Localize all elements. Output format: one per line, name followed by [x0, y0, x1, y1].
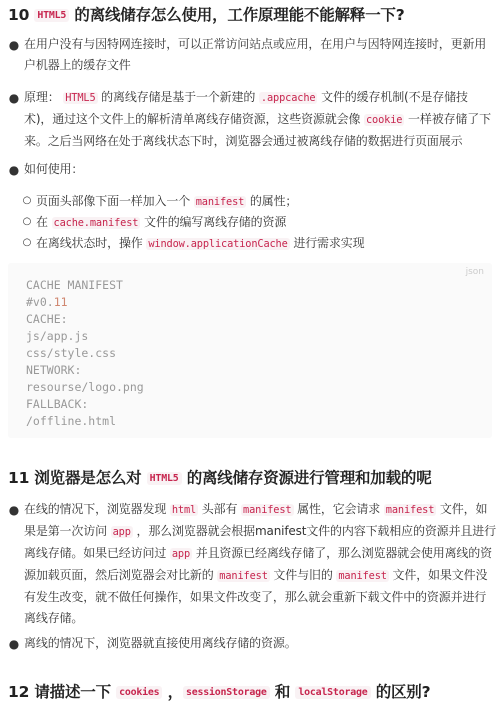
- inline-code: HTML5: [34, 9, 69, 22]
- code-block: [8, 263, 492, 438]
- text-line: [36, 233, 364, 255]
- bullet-icon: ●: [8, 503, 20, 517]
- inline-code: cookie: [366, 114, 403, 126]
- heading-text: 10: [8, 6, 35, 24]
- heading-text: 的区别?: [370, 683, 431, 701]
- inline-code: app: [171, 548, 191, 560]
- bullet-icon: ●: [8, 91, 20, 105]
- sub-list-item: [36, 191, 297, 213]
- bullet-icon: ●: [8, 637, 20, 651]
- inline-code: manifest: [219, 570, 268, 582]
- text-span: 进行需求实现: [289, 236, 365, 250]
- text-line: [36, 212, 286, 234]
- heading-text: 12 请描述一下: [8, 683, 117, 701]
- text-span: ，那么浏览器就会根据manifest文件的内容下载相应的资源并且进行: [132, 524, 496, 538]
- text-span: 并且资源已经离线存储了，那么浏览器就会使用离线的资: [192, 546, 492, 560]
- inline-code: window.applicationCache: [148, 238, 288, 250]
- text-line: [24, 499, 496, 521]
- inline-code: app: [112, 526, 131, 538]
- bullet-icon: ●: [8, 38, 20, 52]
- text-span: 文件的缓存机制(不是存储技: [317, 90, 468, 104]
- inline-code: HTML5: [65, 92, 96, 104]
- text-span: 在: [36, 215, 52, 229]
- inline-code: localStorage: [295, 686, 370, 699]
- heading-text: 的离线储存怎么使用，工作原理能不能解释一下?: [69, 6, 405, 24]
- text-span: 的离线存储是基于一个新建的: [97, 90, 259, 104]
- code-line: CACHE:: [26, 312, 68, 326]
- text-span: 在线的情况下，浏览器发现: [24, 502, 170, 516]
- heading-text: 的离线储存资源进行管理和加载的呢: [181, 469, 432, 487]
- text-line: 来。之后当网络在处于离线状态下时，浏览器会通过被离线存储的数据进行页面展示: [24, 134, 463, 148]
- code-line: FALLBACK:: [26, 397, 89, 411]
- code-line: [26, 295, 68, 309]
- text-line: [24, 543, 496, 565]
- text-line: 在用户没有与因特网连接时，可以正常访问站点或应用，在用户与因特网连接时，更新用: [24, 37, 487, 51]
- section-12-heading: [8, 680, 430, 702]
- text-span: 头部有: [198, 502, 242, 516]
- text-span: 原理：: [24, 90, 64, 104]
- inline-code: html: [171, 504, 197, 516]
- inline-code: manifest: [385, 504, 435, 516]
- hollow-bullet-icon: ○: [22, 216, 32, 227]
- code-line: NETWORK:: [26, 363, 82, 377]
- heading-text: 和: [269, 683, 296, 701]
- inline-code: .appcache: [260, 92, 316, 104]
- text-span: 果是第一次访问: [24, 524, 111, 538]
- text-span: 离线存储。如果已经访问过: [24, 546, 170, 560]
- inline-code: manifest: [243, 504, 292, 516]
- inline-code: HTML5: [147, 472, 182, 485]
- list-item: [24, 34, 486, 76]
- hollow-bullet-icon: ○: [22, 237, 32, 248]
- code-line: resourse/logo.png: [26, 380, 144, 394]
- code-line: CACHE MANIFEST: [26, 278, 123, 292]
- text-span: 文件，如: [436, 502, 488, 516]
- list-item: [24, 87, 491, 152]
- code-language-label: json: [465, 267, 484, 277]
- text-span: 文件的编写离线存储的资源: [140, 215, 287, 229]
- text-line: 有发生改变，就不做任何操作，如果文件改变了，那么就会重新下载文件中的资源并进行: [24, 590, 487, 604]
- heading-text: ，: [162, 683, 183, 701]
- text-line: [24, 565, 496, 587]
- text-line: 离线的情况下，浏览器就直接使用离线存储的资源。: [24, 636, 297, 650]
- list-item: [24, 159, 83, 180]
- text-line: 如何使用：: [24, 162, 84, 176]
- code-token: #v0.: [26, 295, 54, 309]
- text-line: 离线存储。: [24, 611, 84, 625]
- text-span: 页面头部像下面一样加入一个: [36, 194, 194, 208]
- code-line: js/app.js: [26, 329, 89, 343]
- text-span: 文件，如果文件没: [388, 568, 488, 582]
- code-number: 11: [53, 295, 68, 309]
- text-span: 在离线状态时，操作: [36, 236, 147, 250]
- text-span: 一样被存储了下: [404, 112, 491, 126]
- text-span: 属性，它会请求: [293, 502, 384, 516]
- section-10-heading: [8, 3, 405, 25]
- list-item: [24, 633, 297, 654]
- text-span: 术)，通过这个文件上的解析清单离线存储资源，这些资源就会像: [24, 112, 364, 126]
- text-line: 户机器上的缓存文件: [24, 58, 131, 72]
- text-line: [24, 109, 491, 131]
- hollow-bullet-icon: ○: [22, 195, 32, 206]
- inline-code: manifest: [338, 570, 387, 582]
- text-line: [24, 87, 491, 109]
- text-span: 文件与旧的: [269, 568, 337, 582]
- inline-code: cookies: [116, 686, 162, 699]
- text-span: 源加载页面，然后浏览器会对比新的: [24, 568, 218, 582]
- code-line: /offline.html: [26, 414, 117, 428]
- code-line: css/style.css: [26, 346, 117, 360]
- inline-code: sessionStorage: [183, 686, 270, 699]
- text-line: [24, 521, 496, 543]
- heading-text: 11 浏览器是怎么对: [8, 469, 147, 487]
- inline-code: manifest: [195, 196, 245, 208]
- list-item: [24, 499, 496, 629]
- text-line: [36, 191, 297, 213]
- text-span: 的属性；: [246, 194, 298, 208]
- section-11-heading: [8, 466, 432, 488]
- sub-list-item: [36, 212, 286, 234]
- sub-list-item: [36, 233, 364, 255]
- bullet-icon: ●: [8, 163, 20, 177]
- inline-code: cache.manifest: [53, 217, 139, 229]
